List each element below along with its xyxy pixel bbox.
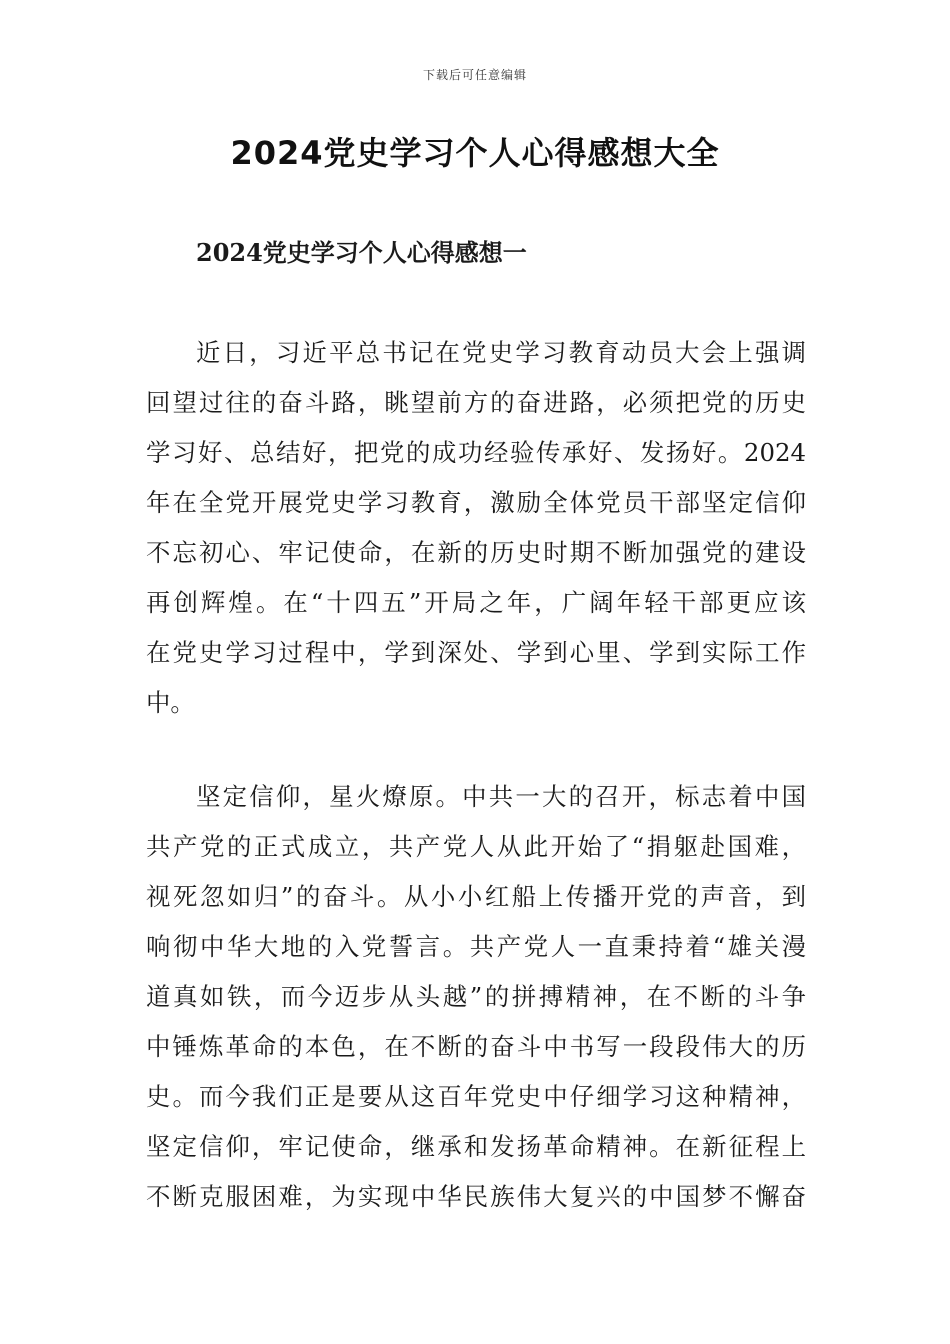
paragraph-line: 视死忽如归”的奋斗。从小小红船上传播开党的声音，到: [146, 882, 806, 911]
paragraph-line: 中。: [146, 688, 195, 717]
paragraph-line: 坚定信仰，星火燎原。中共一大的召开，标志着中国: [196, 782, 806, 811]
header-note: 下载后可任意编辑: [422, 68, 527, 82]
paragraph-1: [146, 328, 806, 728]
paragraph-line: 在党史学习过程中，学到深处、学到心里、学到实际工作: [146, 638, 806, 667]
paragraph-line: 响彻中华大地的入党誓言。共产党人一直秉持着“雄关漫: [146, 932, 806, 961]
section-title: 2024党史学习个人心得感想一: [196, 238, 527, 267]
paragraph-line: 不断克服困难，为实现中华民族伟大复兴的中国梦不懈奋: [146, 1182, 806, 1211]
paragraph-line: 坚定信仰，牢记使命，继承和发扬革命精神。在新征程上: [146, 1132, 806, 1161]
paragraph-line: 年在全党开展党史学习教育，激励全体党员干部坚定信仰: [146, 488, 806, 517]
paragraph-line: 再创辉煌。在“十四五”开局之年，广阔年轻干部更应该: [146, 588, 806, 617]
paragraph-line: 回望过往的奋斗路，眺望前方的奋进路，必须把党的历史: [146, 388, 806, 417]
paragraph-line: 史。而今我们正是要从这百年党史中仔细学习这种精神，: [146, 1082, 806, 1111]
paragraph-line: 中锤炼革命的本色，在不断的奋斗中书写一段段伟大的历: [146, 1032, 806, 1061]
paragraph-line: 学习好、总结好，把党的成功经验传承好、发扬好。2024: [146, 438, 806, 467]
paragraph-line: 共产党的正式成立，共产党人从此开始了“捐躯赴国难，: [146, 832, 806, 861]
paragraph-line: 不忘初心、牢记使命，在新的历史时期不断加强党的建设: [146, 538, 806, 567]
paragraph-line: 道真如铁，而今迈步从头越”的拼搏精神，在不断的斗争: [146, 982, 806, 1011]
paragraph-2: [146, 772, 806, 1222]
document-title: 2024党史学习个人心得感想大全: [230, 134, 720, 172]
paragraph-line: 近日，习近平总书记在党史学习教育动员大会上强调: [196, 338, 806, 367]
